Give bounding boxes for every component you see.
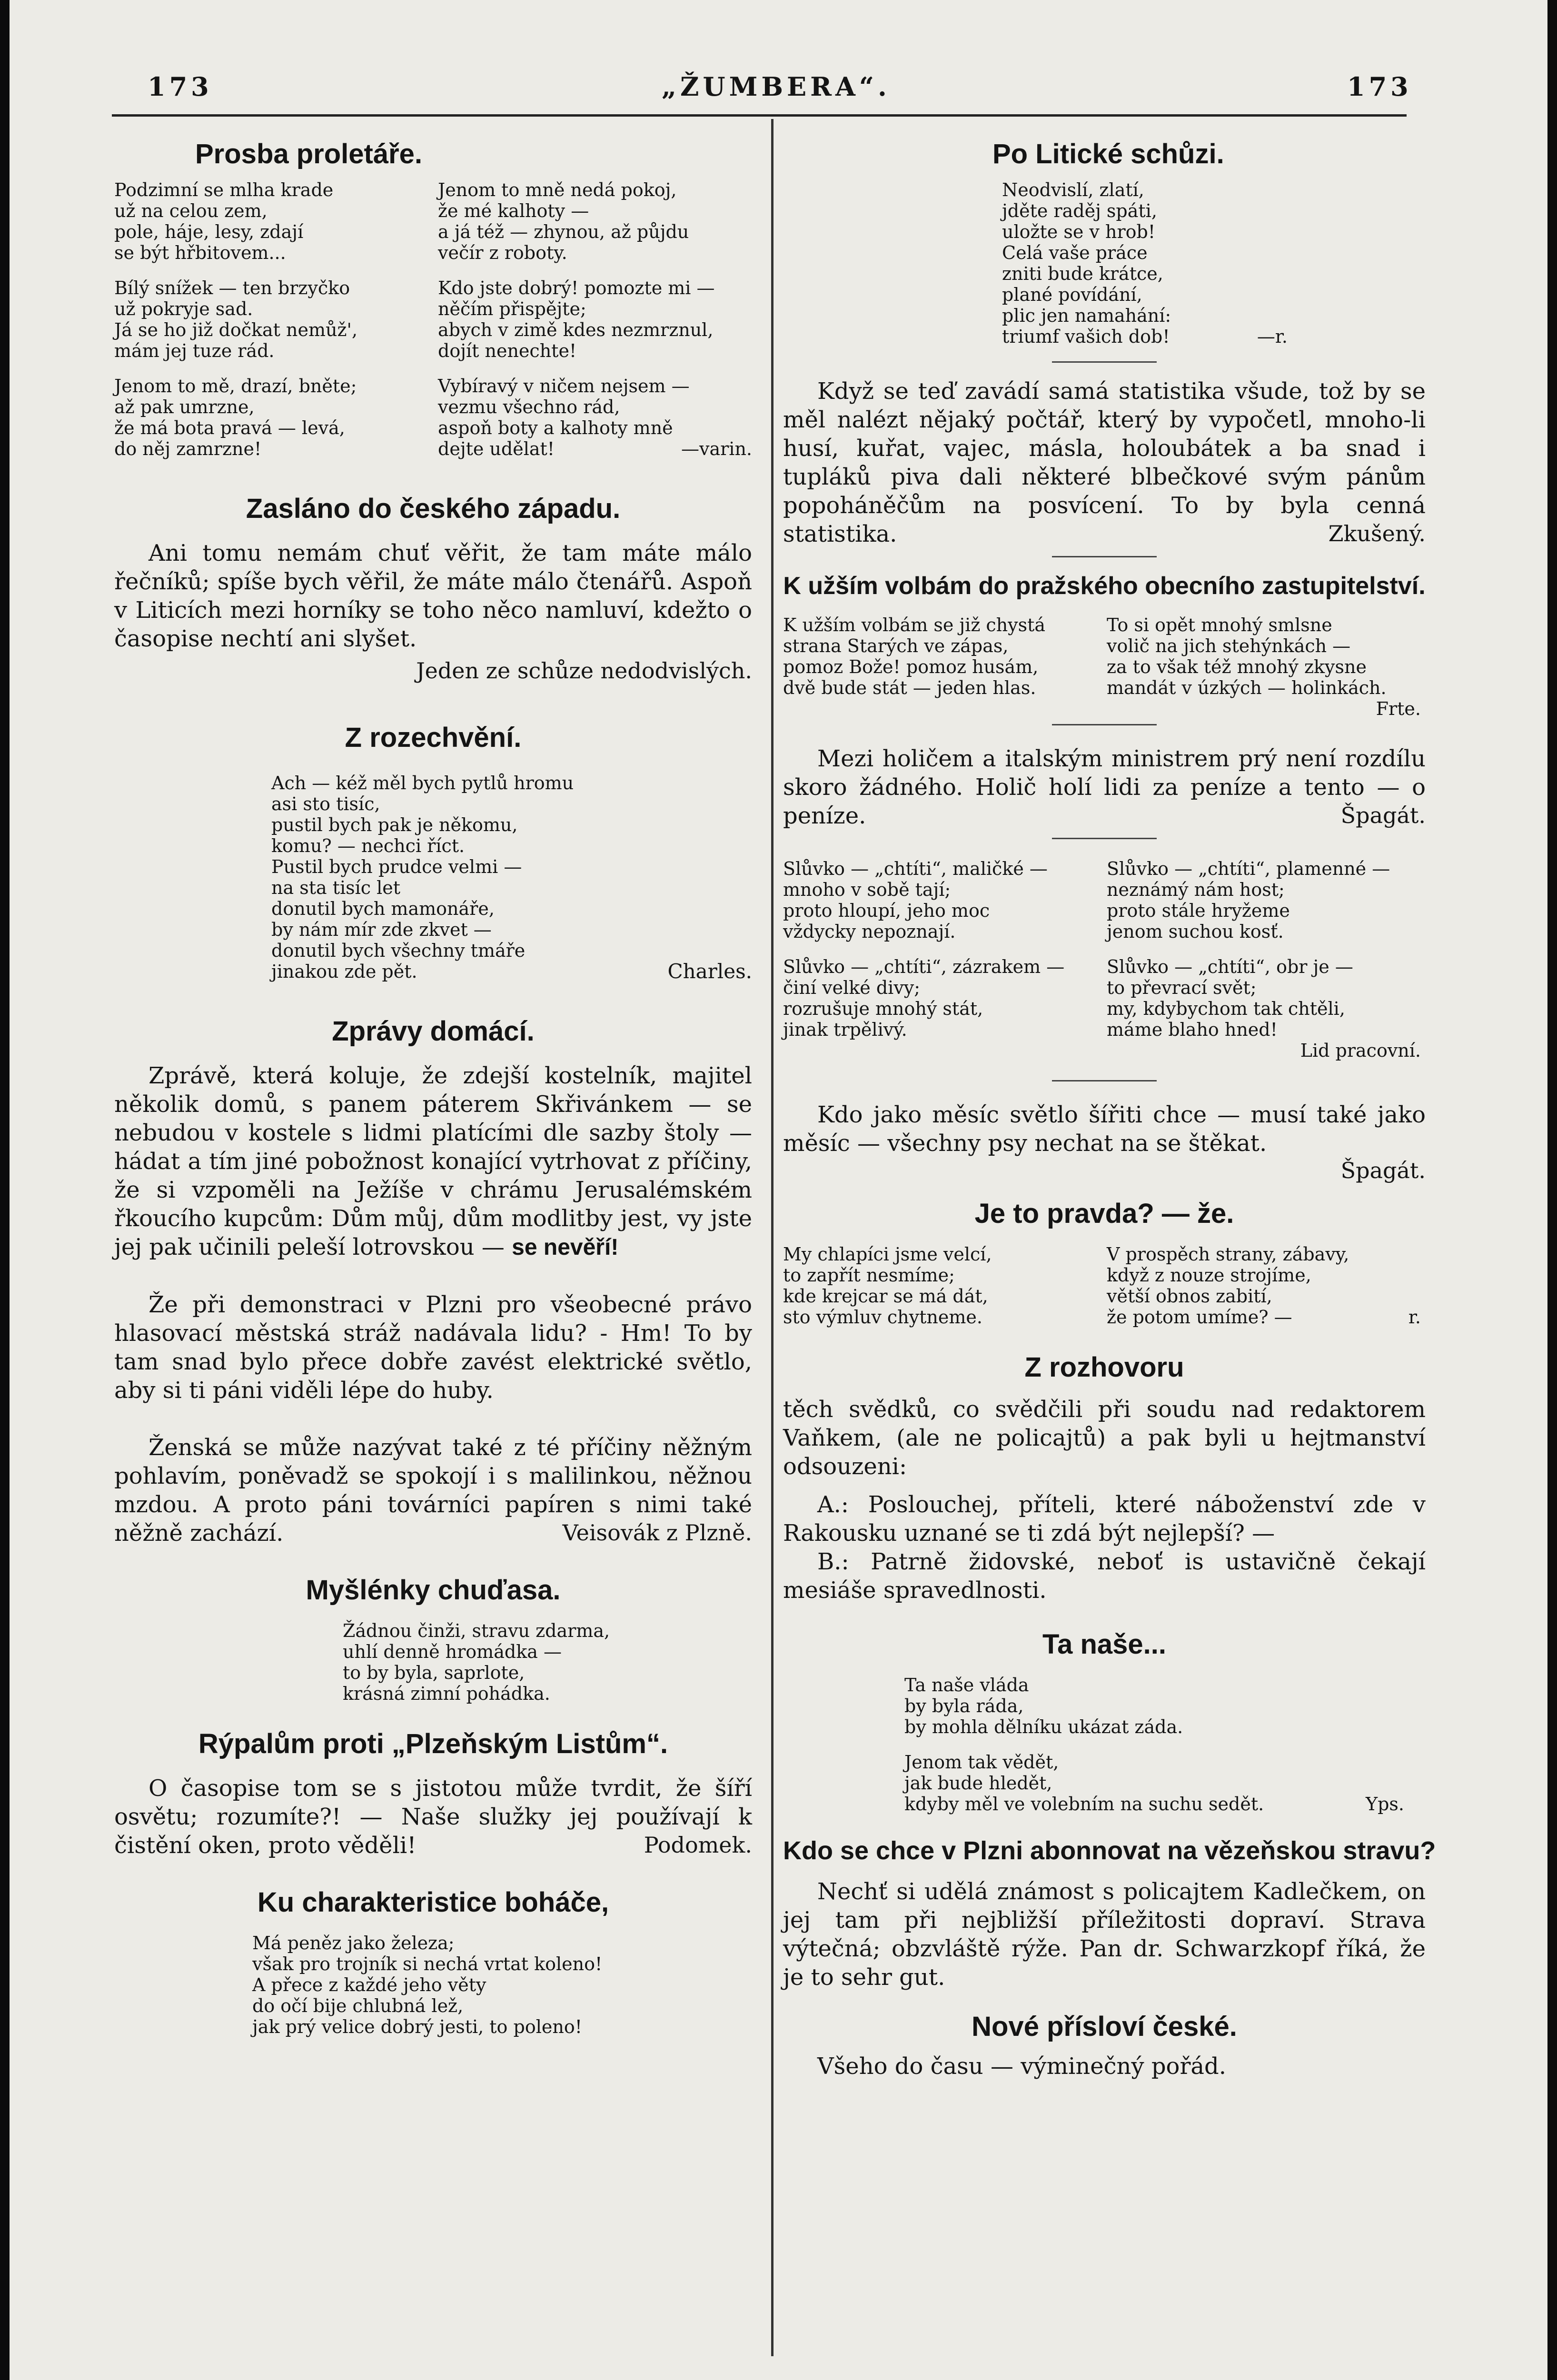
dialogue-line: B.: Patrně židovské, neboť is ustavičně čekají mesiáše spravedlnosti. [783,1548,1426,1604]
stanza [114,179,409,263]
author-signature: r. [1408,1307,1421,1328]
article-text: Všeho do času — výminečný pořád. [817,2053,1226,2080]
separator-rule [1052,838,1157,839]
poem-line: V prospěch strany, zábavy, [1107,1244,1349,1265]
newspaper-page [10,0,1547,2380]
poem-line: Jenom to mě, drazí, bněte; [114,376,357,397]
author-signature: Špagát. [1340,1158,1426,1183]
poem-line: donutil bych mamonáře, [271,898,495,919]
poem-pravda [783,1244,1426,1328]
poem-line: mandát v úzkých — holinkách. [1107,677,1387,698]
author-signature: Jeden ze schůze nedodvislých. [416,658,752,684]
emphasis-text: se nevěří! [512,1235,619,1260]
poem-line: Podzimní se mlha krade [114,179,334,200]
article-title: Ta naše... [1042,1629,1167,1660]
poem-line: už pokryje sad. [114,298,253,319]
poem-line: donutil bych všechny tmáře [271,940,526,961]
poem-column [438,179,752,474]
poem-line: jak bude hledět, [904,1773,1052,1794]
article-title: K užším volbám do pražského obecního zastupitelství. [783,572,1426,600]
poem-chtiti [783,858,1426,1075]
article-title: Prosba proletáře. [195,139,423,169]
header-rule [112,114,1407,117]
poem-line: abych v zimě kdes nezmrznul, [438,319,714,340]
poem-line: za to však též mnohý zkysne [1107,656,1367,677]
poem-line: dojít nenechte! [438,340,577,361]
poem-line: Slůvko — „chtíti“, plamenné — [1107,858,1390,879]
poem-line: Neodvislí, zlatí, [1002,179,1144,200]
poem-line: že má bota pravá — levá, [114,417,345,438]
article-text: Že při demonstraci v Plzni pro všeobecné právo hlasovací městská stráž nadávala lidu? - Hm! To by tam snad bylo přece dobře zavést elektrické světlo, aby si ti páni viděli lépe do huby. [114,1291,752,1404]
dialogue-line: A.: Poslouchej, příteli, které náboženství zde v Rakousku uznané se ti zdá být nejlepší? — [783,1491,1426,1547]
poem-line: krásná zimní pohádka. [343,1683,550,1704]
poem-line: se být hřbitovem... [114,242,286,263]
poem-line: na sta tisíc let [271,877,401,898]
author-signature: Yps. [1366,1794,1404,1815]
author-signature: —varin. [681,438,752,459]
poem-bohac [252,1933,752,2037]
poem-volby [783,615,1426,719]
poem-line: a já též — zhynou, až půjdu [438,221,689,242]
poem-line: jenom suchou kosť. [1107,921,1284,942]
poem-line: mám jej tuze rád. [114,340,275,361]
poem-line: dvě bude stát — jeden hlas. [783,677,1036,698]
author-signature: Podomek. [644,1832,752,1858]
stanza [1107,858,1421,942]
poem-column [114,179,409,474]
column-divider [771,119,774,2356]
poem-line: plané povídání, [1002,284,1142,305]
article-title: Po Litické schůzi. [992,139,1224,169]
stanza [438,278,752,361]
poem-line: uhlí denně hromádka — [343,1641,562,1662]
article-title: Zasláno do českého západu. [246,493,621,524]
poem-line: však pro trojník si nechá vrtat koleno! [252,1954,603,1974]
poem-line: Já se ho již dočkat nemůž', [114,319,358,340]
poem-line: pomoz Bože! pomoz husám, [783,656,1039,677]
poem-column [783,1244,1088,1328]
poem-line: až pak umrzne, [114,397,255,417]
poem-line: jak prý velice dobrý jesti, to poleno! [252,2016,582,2037]
article-text: Kdo jako měsíc světlo šířiti chce — musí také jako měsíc — všechny psy nechat na se štěkat. [783,1101,1426,1157]
poem-line: vždycky nepoznají. [783,921,956,942]
right-column [783,138,1436,2081]
separator-rule [1052,361,1157,363]
poem-line: kde krejcar se má dát, [783,1286,988,1307]
poem-line: by byla ráda, [904,1696,1024,1716]
article-title: Kdo se chce v Plzni abonnovat na vězeňskou stravu? [783,1836,1436,1865]
poem-line: to převrací svět; [1107,977,1257,998]
article-text: Ženská se může nazývat také z té příčiny něžným pohlavím, poněvadž se spokojí i s malilinkou, něžnou mzdou. A proto páni továrníci papíren s nimi také něžně zachází. [114,1434,752,1547]
author-signature: Frte. [1376,698,1421,719]
poem-line: zniti bude krátce, [1002,263,1163,284]
article-title: Z rozhovoru [1024,1352,1184,1383]
author-signature: Lid pracovní. [1300,1040,1421,1061]
poem-line: máme blaho hned! [1107,1019,1278,1040]
poem-line-signed [438,438,752,459]
article-text: Nechť si udělá známost s policajtem Kadlečkem, on jej tam při nejbližší příležitosti dopraví. Strava výtečná; obzvláště rýže. Pan dr. Schwarzkopf říká, že je to sehr gut. [783,1878,1426,1991]
poem-line: proto stále hryžeme [1107,900,1290,921]
poem-line: my, kdybychom tak chtěli, [1107,998,1345,1019]
poem-line-signed [1107,1307,1421,1328]
poem-line-signed [1002,326,1288,347]
poem-line: Pustil bych prudce velmi — [271,856,522,877]
poem-column [1107,615,1421,719]
poem-line: do něj zamrzne! [114,438,262,459]
poem-line: větší obnos zabití, [1107,1286,1272,1307]
poem-line-signed [271,961,752,982]
poem-line: jinakou zde pět. [271,961,417,982]
author-signature: Zkušený. [1328,521,1426,546]
author-signature: Charles. [667,960,752,983]
poem-line: činí velké divy; [783,977,921,998]
article-title: Nové přísloví české. [972,2011,1237,2042]
poem-line: jděte raděj spáti, [1002,200,1157,221]
author-signature: Veisovák z Plzně. [562,1520,752,1546]
poem-line-signed [904,1794,1404,1815]
article-text: těch svědků, co svědčili při soudu nad redaktorem Vaňkem, (ale ne policajtů) a pak byli u hejtmanství odsouzeni: [783,1396,1426,1480]
poem-chudas [343,1620,752,1704]
article-title: Myšlénky chuďasa. [306,1575,561,1606]
poem-line: že potom umíme? — [1107,1307,1292,1328]
poem-line: kdyby měl ve volebním na suchu sedět. [904,1794,1264,1815]
article-title: Je to pravda? — že. [974,1198,1234,1229]
poem-line: K užším volbám se již chystá [783,615,1046,635]
poem-line: že mé kalhoty — [438,200,589,221]
poem-line: když z nouze strojíme, [1107,1265,1311,1286]
poem-schuze [1002,179,1288,347]
poem-line: něčím přispějte; [438,298,586,319]
poem-line: A přece z každé jeho věty [252,1974,486,1995]
masthead-title: „ŽUMBERA“. [662,71,891,102]
poem-line: Jenom tak vědět, [904,1752,1059,1773]
poem-line: pustil bych pak je někomu, [271,814,518,835]
poem-line: sto výmluv chytneme. [783,1307,982,1328]
poem-line: do očí bije chlubná lež, [252,1995,464,2016]
poem-line: Slůvko — „chtíti“, zázrakem — [783,956,1065,977]
poem-line: Vybíravý v ničem nejsem — [438,376,690,397]
poem-line: pole, háje, lesy, zdají [114,221,304,242]
poem-line: komu? — nechci říct. [271,835,465,856]
poem-column [783,858,1088,1075]
poem-column [1107,1244,1421,1328]
poem-line: proto hloupí, jeho moc [783,900,990,921]
article-title: Zprávy domácí. [332,1016,535,1047]
poem-column [1107,858,1421,1075]
poem-line: vezmu všechno rád, [438,397,620,417]
stanza [438,179,752,263]
poem-column [783,615,1088,719]
separator-rule [1052,724,1157,725]
poem-line: asi sto tisíc, [271,793,380,814]
poem-line: rozrušuje mnohý stát, [783,998,983,1019]
stanza [1107,956,1421,1061]
poem-line: uložte se v hrob! [1002,221,1156,242]
poem-line: volič na jich stehýnkách — [1107,635,1351,656]
poem-line: mnoho v sobě tají; [783,879,951,900]
separator-rule [1052,556,1157,557]
stanza [783,858,1088,942]
poem-line: plic jen namahání: [1002,305,1171,326]
poem-line: Bílý snížek — ten brzyčko [114,278,350,298]
poem-line: večír z roboty. [438,242,567,263]
poem-line: už na celou zem, [114,200,268,221]
article-text: O časopise tom se s jistotou může tvrdit, že šíří osvětu; rozumíte?! — Naše služky jej používají k čistění oken, proto věděli! [114,1775,752,1859]
author-signature: —r. [1257,326,1288,347]
poem-ta-nase [904,1675,1404,1815]
stanza [904,1675,1404,1737]
poem-rozechveni [271,773,752,982]
poem-line: aspoň boty a kalhoty mně [438,417,673,438]
page-number-right: 173 [1347,71,1412,102]
stanza [783,956,1088,1040]
poem-line: Slůvko — „chtíti“, maličké — [783,858,1048,879]
poem-line: dejte udělat! [438,438,555,459]
poem-line: Ach — kéž měl bych pytlů hromu [271,773,574,793]
article-text-body: Zprávě, která koluje, že zdejší kostelník, majitel několik domů, s panem páterem Skřivánkem — se nebudou v kostele s lidmi platícími dle sazby štoly — hádat a tím jiné pobožnost konající vytrhovat z příčiny, že si vzpoměli na Ježíše v chrámu Jerusalémském řkoucího kupcům: Dům můj, dům modlitby jest, vy jste jej pak učinili peleší lotrovskou — [114,1062,752,1260]
stanza [114,376,409,459]
poem-line: by mohla dělníku ukázat záda. [904,1716,1183,1737]
article-title: Ku charakteristice boháče, [257,1887,609,1918]
poem-line: To si opět mnohý smlsne [1107,615,1332,635]
article-text: Když se teď zavádí samá statistika všude, tož by se měl nalézt nějaký počtář, který by vypočetl, mnoho-li husí, kuřat, vajec, másla, holoubátek a ba snad i tupláků piva dali některé blbečkové svým pánům popoháněčům na posvícení. To by byla cenná statistika. [783,378,1426,547]
left-column [114,138,752,2037]
poem-line: Ta naše vláda [904,1675,1029,1696]
separator-rule [1052,1080,1157,1081]
poem-line: by nám mír zde zkvet — [271,919,492,940]
page-number-left: 173 [148,71,213,102]
poem-line: to zapřít nesmíme; [783,1265,955,1286]
stanza [114,278,409,361]
poem-line: My chlapíci jsme velcí, [783,1244,992,1265]
poem-line: jinak trpělivý. [783,1019,907,1040]
article-text: Mezi holičem a italským ministrem prý není rozdílu skoro žádného. Holič holí lidi za peníze a tento — o peníze. [783,745,1426,829]
article-text [114,1061,752,1262]
article-text: Ani tomu nemám chuť věřit, že tam máte málo řečníků; spíše bych věřil, že máte málo čtenářů. Aspoň v Liticích mezi horníky se toho něco namluví, kdežto o časopise nechtí ani slyšet. [114,540,752,652]
poem-line: triumf vašich dob! [1002,326,1170,347]
article-title: Z rozechvění. [345,722,522,753]
poem-line: to by byla, saprlote, [343,1662,525,1683]
article-title: Rýpalům proti „Plzeňským Listům“. [198,1728,668,1759]
poem-prosba [114,179,752,474]
poem-line: Kdo jste dobrý! pomozte mi — [438,278,715,298]
author-signature: Špagát. [1340,803,1426,828]
poem-line: Jenom to mně nedá pokoj, [438,179,677,200]
stanza [438,376,752,459]
poem-line: Celá vaše práce [1002,242,1148,263]
poem-line: Slůvko — „chtíti“, obr je — [1107,956,1353,977]
poem-line: neznámý nám host; [1107,879,1285,900]
poem-line: Žádnou činži, stravu zdarma, [343,1620,610,1641]
poem-line: Má peněz jako železa; [252,1933,455,1954]
poem-line: strana Starých ve zápas, [783,635,1009,656]
